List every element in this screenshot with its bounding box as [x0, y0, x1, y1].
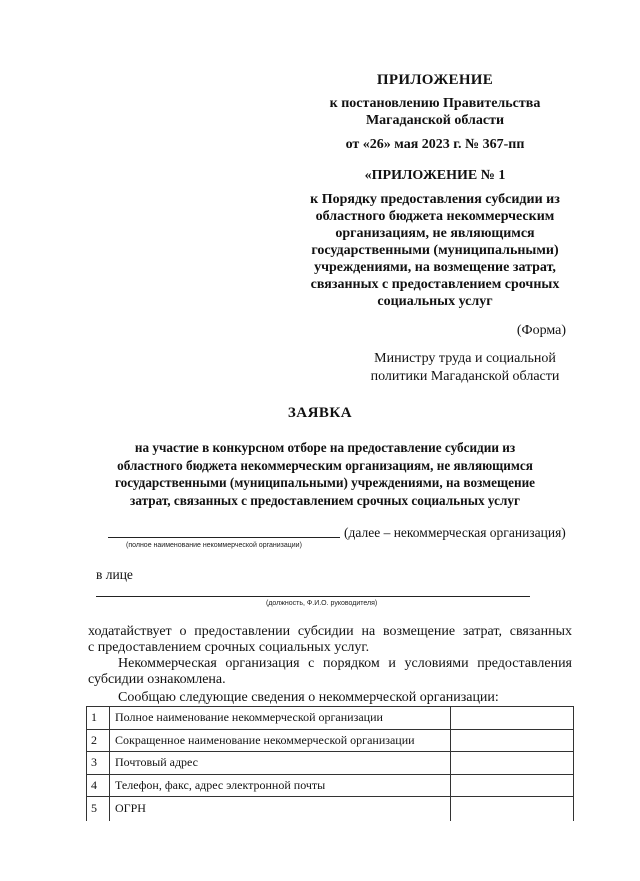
table-row	[87, 707, 574, 730]
appendix-header	[285, 72, 585, 310]
appendix1-line: к Порядку предоставления субсидии из	[310, 192, 560, 207]
row-label: Телефон, факс, адрес электронной почты	[110, 774, 451, 797]
paragraph-line: Некоммерческая организация с порядком и условиями предоставления	[118, 656, 572, 671]
row-value-cell[interactable]	[451, 752, 574, 775]
row-label: ОГРН	[110, 797, 451, 822]
addressee	[342, 350, 588, 386]
row-number: 2	[87, 729, 110, 752]
row-value-cell[interactable]	[451, 774, 574, 797]
table-row	[87, 774, 574, 797]
org-info-table	[86, 706, 574, 821]
addressee-line: политики Магаданской области	[370, 369, 560, 384]
org-name-suffix: (далее – некоммерческая организация)	[344, 525, 566, 540]
table-row	[87, 797, 574, 822]
org-name-field[interactable]	[108, 527, 340, 538]
subtitle-line: областного бюджета некоммерческим организациям, не являющимся	[117, 457, 533, 473]
org-name-hint: (полное наименование некоммерческой организации)	[126, 542, 302, 549]
row-value-cell[interactable]	[451, 729, 574, 752]
subtitle-line: на участие в конкурсном отборе на предоставление субсидии из	[134, 440, 516, 455]
head-field[interactable]	[96, 582, 530, 597]
paragraph-line: с предоставлением срочных социальных услуг.	[88, 640, 370, 655]
in-person-label: в лице	[96, 567, 133, 582]
paragraph-line: ходатайствует о предоставлении субсидии на возмещение затрат, связанных	[88, 624, 572, 639]
appendix-line: Магаданской области	[365, 113, 505, 128]
document-subtitle	[90, 439, 560, 509]
appendix1-line: социальных услуг	[377, 294, 493, 309]
table-row	[87, 729, 574, 752]
appendix1-title: «ПРИЛОЖЕНИЕ № 1	[364, 168, 506, 183]
appendix-date: от «26» мая 2023 г. № 367-пп	[345, 137, 525, 152]
row-number: 5	[87, 797, 110, 822]
row-label: Сокращенное наименование некоммерческой организации	[110, 729, 451, 752]
paragraph-line: субсидии ознакомлена.	[88, 672, 226, 687]
row-number: 1	[87, 707, 110, 730]
appendix-title: ПРИЛОЖЕНИЕ	[376, 72, 494, 88]
paragraph-request	[88, 624, 572, 656]
appendix1-line: государственными (муниципальными)	[311, 243, 559, 258]
head-hint: (должность, Ф.И.О. руководителя)	[266, 600, 378, 607]
appendix1-line: учреждениями, на возмещение затрат,	[314, 260, 556, 275]
row-label: Полное наименование некоммерческой организации	[110, 707, 451, 730]
row-label: Почтовый адрес	[110, 752, 451, 775]
appendix1-line: организациям, не являющимся	[335, 226, 535, 241]
paragraph-info-intro: Сообщаю следующие сведения о некоммерческой организации:	[118, 690, 499, 705]
paragraph-acknowledgement	[88, 656, 572, 688]
table-row	[87, 752, 574, 775]
addressee-line: Министру труда и социальной	[374, 351, 556, 366]
row-value-cell[interactable]	[451, 707, 574, 730]
appendix-line: к постановлению Правительства	[329, 96, 541, 111]
row-number: 4	[87, 774, 110, 797]
row-number: 3	[87, 752, 110, 775]
appendix1-line: связанных с предоставлением срочных	[310, 277, 560, 292]
subtitle-line: государственными (муниципальными) учреждениями, на возмещение	[114, 475, 536, 490]
subtitle-line: затрат, связанных с предоставлением срочных социальных услуг	[130, 492, 520, 508]
form-label: (Форма)	[516, 323, 566, 338]
appendix1-line: областного бюджета некоммерческим	[315, 209, 555, 224]
row-value-cell[interactable]	[451, 797, 574, 822]
document-title: ЗАЯВКА	[287, 405, 353, 421]
